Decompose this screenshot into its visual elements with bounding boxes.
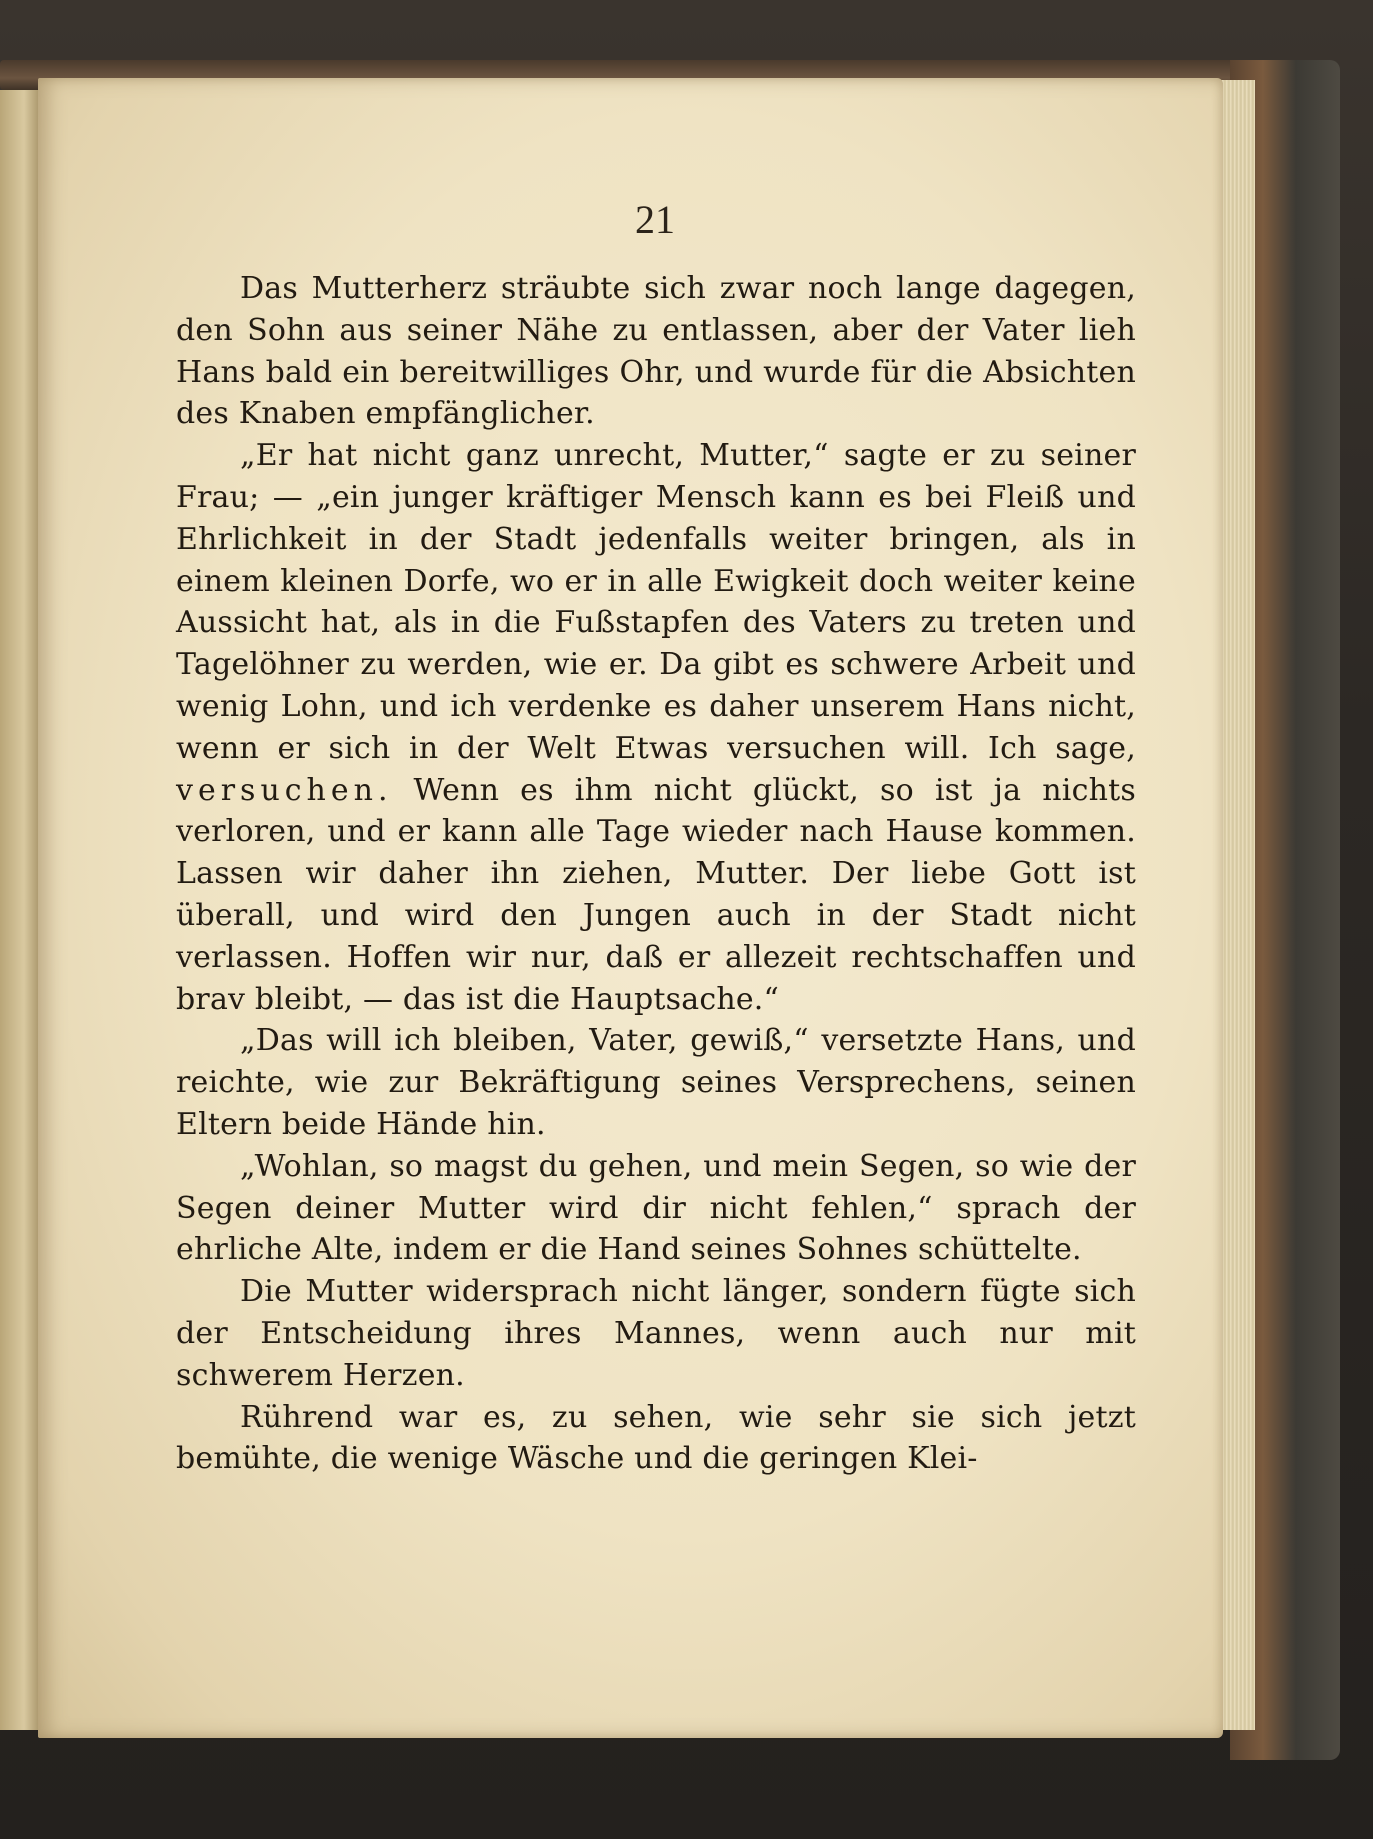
paragraph-2-continued: Wenn es ihm nicht glückt, so ist ja nichts verloren, und er kann alle Tage wieder nach Hause kommen. Lassen wir daher ihn ziehen, Mutter. Der liebe Gott ist überall, und wird den Jungen auch in der Stadt nicht verlassen. Hoffen wir nur, daß er allezeit rechtschaffen und brav bleibt, — das ist die Hauptsache.“ [176, 772, 1136, 1017]
paragraph-5: Die Mutter widersprach nicht länger, sondern fügte sich der Entscheidung ihres Mannes, wenn auch nur mit schwerem Herzen. [176, 1274, 1136, 1393]
paragraph-1: Das Mutterherz sträubte sich zwar noch lange dagegen, den Sohn aus seiner Nähe zu entlassen, aber der Vater lieh Hans bald ein bereitwilliges Ohr, und wurde für die Absichten des Knaben empfänglicher. [176, 271, 1136, 432]
paragraph-2 [176, 435, 1136, 1020]
paragraph-3: „Das will ich bleiben, Vater, gewiß,“ versetzte Hans, und reichte, wie zur Bekräftigung seines Versprechens, seinen Eltern beide Hände hin. [176, 1023, 1136, 1142]
paragraph-6: Rührend war es, zu sehen, wie sehr sie sich jetzt bemühte, die wenige Wäsche und die geringen Klei- [176, 1399, 1136, 1477]
paragraph-4: „Wohlan, so magst du gehen, und mein Segen, so wie der Segen deiner Mutter wird dir nicht fehlen,“ sprach der ehrliche Alte, indem er die Hand seines Sohnes schüttelte. [176, 1148, 1136, 1268]
page-text [176, 268, 1136, 1480]
emphasized-word: versuchen. [176, 772, 393, 808]
page-number: 21 [635, 197, 675, 242]
paragraph-2-text: „Er hat nicht ganz unrecht, Mutter,“ sagte er zu seiner Frau; — „ein junger kräftiger Mensch kann es bei Fleiß und Ehrlichkeit in der Stadt jedenfalls weiter bringen, als in einem kleinen Dorfe, wo er in alle Ewigkeit doch weiter keine Aussicht hat, als in die Fußstapfen des Vaters zu treten und Tagelöhner zu werden, wie er. Da gibt es schwere Arbeit und wenig Lohn, und ich verdenke es daher unserem Hans nicht, wenn er sich in der Welt Etwas versuchen will. Ich sage, [176, 438, 1136, 766]
left-page-sliver [0, 90, 40, 1730]
